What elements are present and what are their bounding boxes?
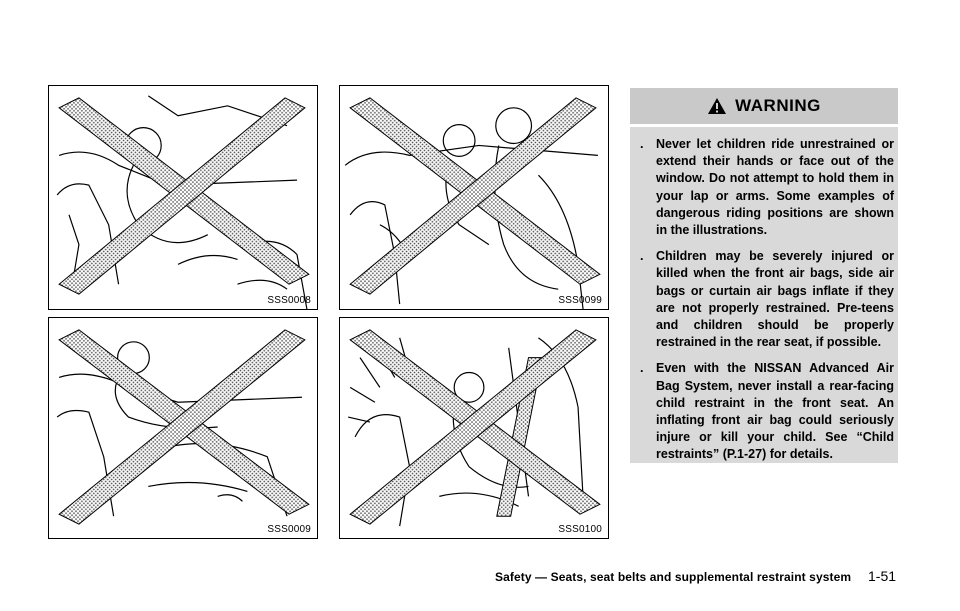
warning-triangle-icon xyxy=(707,97,727,115)
page-number: 1-51 xyxy=(868,568,897,584)
figure-code: SSS0009 xyxy=(267,524,311,535)
warning-text: Never let children ride unrestrained or extend their hands or face out of the window. Do not attempt to hold them in your lap or arms. Some examples of dangerous riding positions are shown in the illustrations. xyxy=(656,137,894,238)
figure-code: SSS0099 xyxy=(558,295,602,306)
illustration-child-lying-on-seat xyxy=(48,317,318,539)
bullet: . xyxy=(640,249,644,264)
car-interior-drawing xyxy=(340,86,608,309)
warning-box xyxy=(630,88,898,463)
figure-code: SSS0100 xyxy=(558,524,602,535)
warning-text: Even with the NISSAN Advanced Air Bag System, never install a rear-facing child restraint in the front seat. An inflating front air bag could seriously injure or kill your child. See “Child restraints” (P.1-27) for details. xyxy=(656,361,894,462)
car-interior-drawing xyxy=(49,318,317,538)
warning-list xyxy=(638,136,894,473)
car-interior-drawing xyxy=(340,318,608,538)
illustration-rear-facing-seat-airbag xyxy=(339,317,609,539)
warning-title: WARNING xyxy=(735,96,821,115)
figure-code: SSS0008 xyxy=(267,295,311,306)
list-item xyxy=(638,136,894,239)
car-interior-drawing xyxy=(49,86,317,309)
list-item xyxy=(638,360,894,463)
warning-divider xyxy=(630,124,898,127)
warning-text: Children may be severely injured or killed when the front air bags, side air bags or curtain air bags inflate if they are not properly restrained. Pre-teens and children should be properly restrained in the rear seat, if possible. xyxy=(656,249,894,350)
illustration-child-on-lap xyxy=(339,85,609,310)
bullet: . xyxy=(640,361,644,376)
warning-header xyxy=(630,88,898,124)
list-item xyxy=(638,248,894,351)
illustration-child-unrestrained-standing xyxy=(48,85,318,310)
footer-section-title: Safety — Seats, seat belts and supplemental restraint system xyxy=(495,570,852,584)
bullet: . xyxy=(640,137,644,151)
